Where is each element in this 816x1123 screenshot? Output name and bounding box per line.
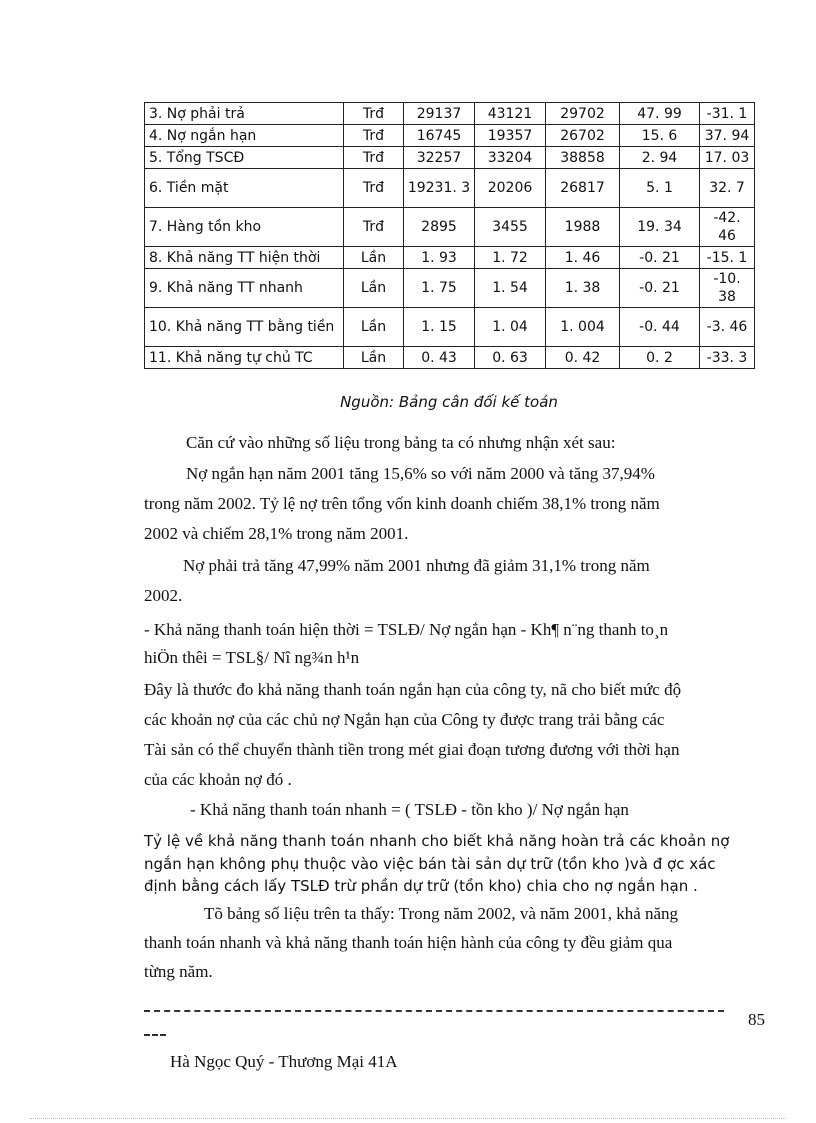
bottom-divider <box>30 1118 786 1119</box>
cell-value-2000: 1. 15 <box>404 308 475 347</box>
cell-unit: Lần <box>344 308 404 347</box>
cell-row-label: 3. Nợ phải trả <box>145 103 344 125</box>
cell-change-2002: -10. 38 <box>700 269 755 308</box>
paragraph-conclusion-l1: Tõ bảng số liệu trên ta thấy: Trong năm 2002, và năm 2001, khả năng <box>204 904 679 923</box>
paragraph-short-debt-l3: 2002 và chiếm 28,1% trong năm 2001. <box>144 524 409 543</box>
table-row <box>145 208 755 247</box>
cell-value-2001: 0. 63 <box>475 347 546 369</box>
cell-change-2002: -33. 3 <box>700 347 755 369</box>
cell-row-label: 10. Khả năng TT bằng tiền <box>145 308 344 347</box>
cell-unit: Trđ <box>344 169 404 208</box>
paragraph-quick-l2: ngắn hạn không phụ thuộc vào việc bán tài sản dự trữ (tồn kho )và đ ợc xác <box>144 855 716 873</box>
cell-value-2001: 1. 72 <box>475 247 546 269</box>
table-row <box>145 308 755 347</box>
cell-unit: Lần <box>344 269 404 308</box>
cell-change-2002: -15. 1 <box>700 247 755 269</box>
paragraph-short-debt-l1: Nợ ngắn hạn năm 2001 tăng 15,6% so với năm 2000 và tăng 37,94% <box>186 464 655 483</box>
footer-separator-tail <box>144 1034 166 1036</box>
cell-unit: Trđ <box>344 208 404 247</box>
cell-value-2000: 16745 <box>404 125 475 147</box>
cell-unit: Trđ <box>344 103 404 125</box>
table-row <box>145 269 755 308</box>
cell-change-2001: -0. 44 <box>620 308 700 347</box>
table-row <box>145 247 755 269</box>
cell-change-2001: -0. 21 <box>620 247 700 269</box>
cell-value-2001: 19357 <box>475 125 546 147</box>
table-row <box>145 347 755 369</box>
cell-value-2002: 26702 <box>546 125 620 147</box>
cell-value-2000: 1. 93 <box>404 247 475 269</box>
financial-table <box>144 102 755 369</box>
cell-change-2002: -31. 1 <box>700 103 755 125</box>
cell-change-2002: -42. 46 <box>700 208 755 247</box>
table-row <box>145 103 755 125</box>
cell-unit: Trđ <box>344 125 404 147</box>
paragraph-measure-l3: Tài sản có thể chuyển thành tiền trong mét giai đoạn tương đương với thời hạn <box>144 740 680 759</box>
cell-row-label: 5. Tổng TSCĐ <box>145 147 344 169</box>
cell-value-2000: 0. 43 <box>404 347 475 369</box>
cell-value-2002: 1. 46 <box>546 247 620 269</box>
formula-current-ratio-l1: - Khả năng thanh toán hiện thời = TSLĐ/ Nợ ngắn hạn - Kh¶ n¨ng thanh to¸n <box>144 620 669 639</box>
cell-change-2001: -0. 21 <box>620 269 700 308</box>
cell-value-2002: 1. 38 <box>546 269 620 308</box>
cell-change-2001: 15. 6 <box>620 125 700 147</box>
cell-value-2000: 19231. 3 <box>404 169 475 208</box>
paragraph-measure-l4: của các khoản nợ đó . <box>144 770 292 789</box>
cell-value-2000: 2895 <box>404 208 475 247</box>
paragraph-payables-l2: 2002. <box>144 586 183 605</box>
cell-value-2002: 38858 <box>546 147 620 169</box>
cell-change-2001: 19. 34 <box>620 208 700 247</box>
cell-row-label: 7. Hàng tồn kho <box>145 208 344 247</box>
formula-current-ratio-l2: hiÖn thêi = TSL§/ Nî ng¾n h¹n <box>144 648 360 667</box>
cell-unit: Trđ <box>344 147 404 169</box>
paragraph-quick-l1: Tỷ lệ về khả năng thanh toán nhanh cho biết khả năng hoàn trả các khoản nợ <box>144 832 730 850</box>
cell-change-2002: 37. 94 <box>700 125 755 147</box>
cell-value-2001: 1. 04 <box>475 308 546 347</box>
cell-value-2002: 29702 <box>546 103 620 125</box>
cell-change-2001: 2. 94 <box>620 147 700 169</box>
table-source-note: Nguồn: Bảng cân đối kế toán <box>340 393 558 411</box>
footer-author: Hà Ngọc Quý - Thương Mại 41A <box>170 1052 398 1071</box>
formula-quick-ratio: - Khả năng thanh toán nhanh = ( TSLĐ - tồn kho )/ Nợ ngắn hạn <box>190 800 629 819</box>
paragraph-conclusion-l2: thanh toán nhanh và khả năng thanh toán hiện hành của công ty đều giảm qua <box>144 933 673 952</box>
paragraph-payables-l1: Nợ phải trả tăng 47,99% năm 2001 nhưng đã giảm 31,1% trong năm <box>183 556 650 575</box>
table-row <box>145 147 755 169</box>
cell-unit: Lần <box>344 247 404 269</box>
paragraph-conclusion-l3: từng năm. <box>144 962 213 981</box>
cell-value-2001: 33204 <box>475 147 546 169</box>
footer-separator <box>144 1010 724 1012</box>
cell-change-2001: 47. 99 <box>620 103 700 125</box>
cell-value-2000: 29137 <box>404 103 475 125</box>
cell-value-2002: 1988 <box>546 208 620 247</box>
paragraph-measure-l1: Đây là thước đo khả năng thanh toán ngắn hạn của công ty, nã cho biết mức độ <box>144 680 682 699</box>
cell-row-label: 6. Tiền mặt <box>145 169 344 208</box>
cell-change-2002: 17. 03 <box>700 147 755 169</box>
table-row <box>145 125 755 147</box>
paragraph-short-debt-l2: trong năm 2002. Tỷ lệ nợ trên tổng vốn kinh doanh chiếm 38,1% trong năm <box>144 494 660 513</box>
cell-value-2002: 1. 004 <box>546 308 620 347</box>
paragraph-measure-l2: các khoản nợ của các chủ nợ Ngắn hạn của Công ty được trang trải bằng các <box>144 710 665 729</box>
cell-value-2001: 20206 <box>475 169 546 208</box>
cell-change-2002: 32. 7 <box>700 169 755 208</box>
page-number: 85 <box>748 1010 765 1029</box>
cell-change-2002: -3. 46 <box>700 308 755 347</box>
paragraph-intro: Căn cứ vào những số liệu trong bảng ta có nhưng nhận xét sau: <box>186 433 616 452</box>
cell-row-label: 8. Khả năng TT hiện thời <box>145 247 344 269</box>
table-row <box>145 169 755 208</box>
cell-change-2001: 0. 2 <box>620 347 700 369</box>
paragraph-quick-l3: định bằng cách lấy TSLĐ trừ phần dự trữ (tồn kho) chia cho nợ ngắn hạn . <box>144 877 698 895</box>
cell-row-label: 9. Khả năng TT nhanh <box>145 269 344 308</box>
cell-value-2002: 0. 42 <box>546 347 620 369</box>
cell-change-2001: 5. 1 <box>620 169 700 208</box>
cell-row-label: 4. Nợ ngắn hạn <box>145 125 344 147</box>
cell-value-2001: 1. 54 <box>475 269 546 308</box>
cell-value-2001: 43121 <box>475 103 546 125</box>
cell-row-label: 11. Khả năng tự chủ TC <box>145 347 344 369</box>
cell-value-2002: 26817 <box>546 169 620 208</box>
cell-value-2000: 32257 <box>404 147 475 169</box>
cell-unit: Lần <box>344 347 404 369</box>
cell-value-2000: 1. 75 <box>404 269 475 308</box>
cell-value-2001: 3455 <box>475 208 546 247</box>
